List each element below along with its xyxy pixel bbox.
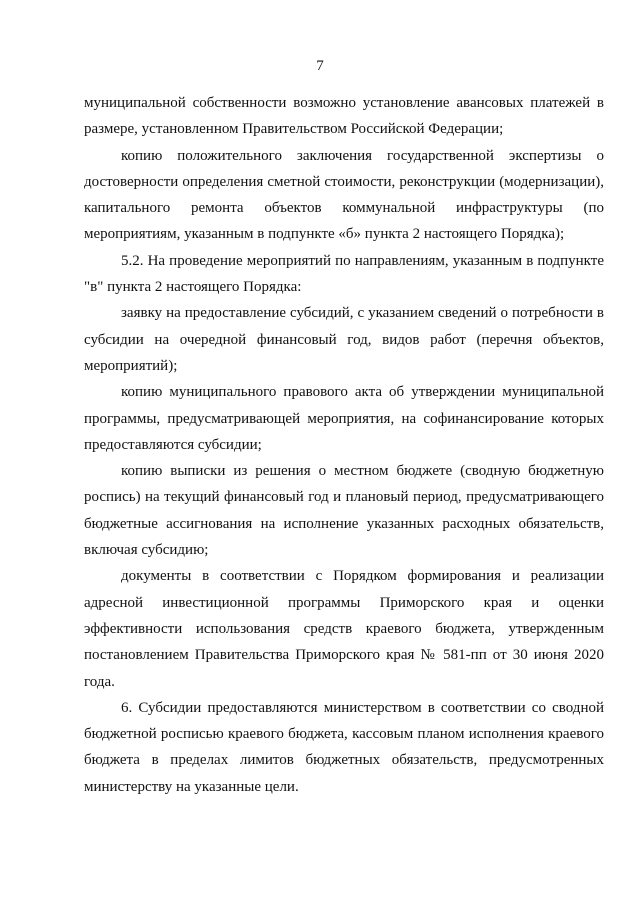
document-body	[84, 90, 604, 800]
paragraph-expertise-conclusion: копию положительного заключения государственной экспертизы о достоверности определения сметной стоимости, реконструкции (модернизации), капитального ремонта объектов коммунальной инфраструктуры (по мероприятиям, указанным в подпункте «б» пункта 2 настоящего Порядка);	[84, 147, 604, 243]
paragraph-continuation: муниципальной собственности возможно установление авансовых платежей в размере, установленном Правительством Российской Федерации;	[84, 95, 604, 138]
paragraph-municipal-act: копию муниципального правового акта об утверждении муниципальной программы, предусматривающей мероприятия, на софинансирование которых предоставляются субсидии;	[84, 384, 604, 453]
paragraph-subsidy-application: заявку на предоставление субсидий, с указанием сведений о потребности в субсидии на очередной финансовый год, видов работ (перечня объектов, мероприятий);	[84, 305, 604, 374]
paragraph-budget-extract: копию выписки из решения о местном бюджете (сводную бюджетную роспись) на текущий финансовый год и плановый период, предусматривающего бюджетные ассигнования на исполнение указанных расходных обязательств, включая субсидию;	[84, 463, 604, 559]
page-number: 7	[316, 58, 324, 74]
paragraph-clause-6: 6. Субсидии предоставляются министерством в соответствии со сводной бюджетной росписью краевого бюджета, кассовым планом исполнения краевого бюджета в пределах лимитов бюджетных обязательств, предусмотренных министерству на указанные цели.	[84, 699, 604, 795]
paragraph-clause-5-2: 5.2. На проведение мероприятий по направлениям, указанным в подпункте "в" пункта 2 настоящего Порядка:	[84, 252, 604, 296]
paragraph-investment-program: документы в соответствии с Порядком формирования и реализации адресной инвестиционной программы Приморского края и оценки эффективности использования средств краевого бюджета, утвержденным постановлением Правительства Приморского края № 581-пп от 30 июня 2020 года.	[84, 568, 604, 690]
